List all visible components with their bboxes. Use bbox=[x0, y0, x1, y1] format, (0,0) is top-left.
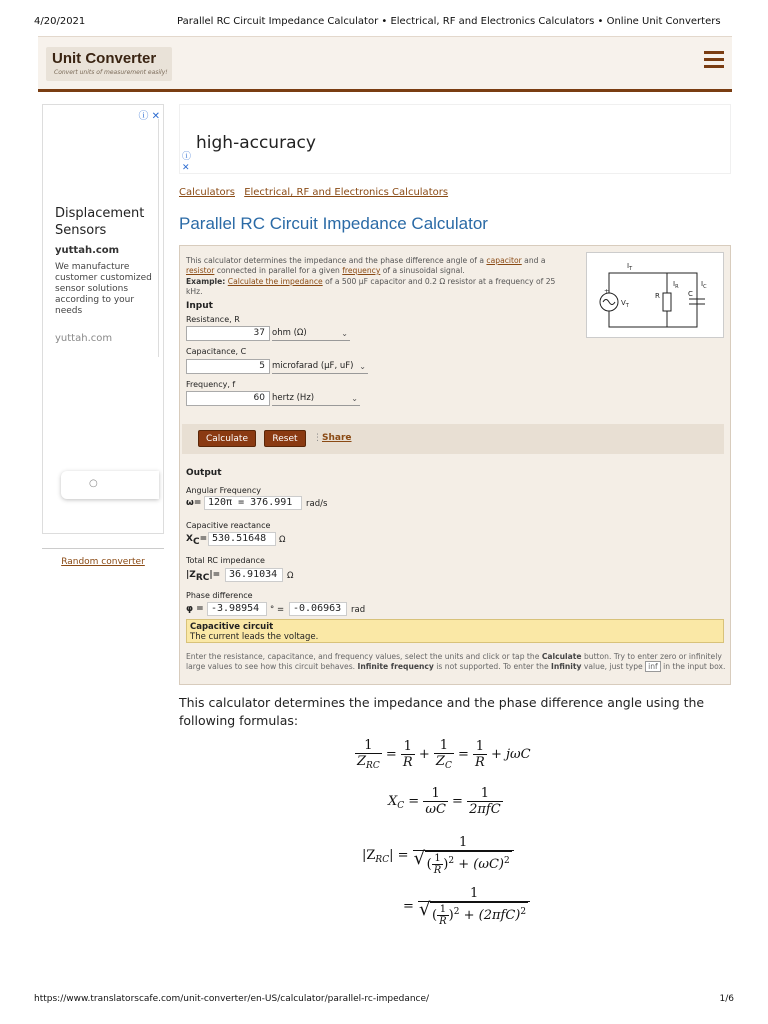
phase-difference-label: Phase difference bbox=[186, 591, 253, 600]
capacitance-unit-select[interactable]: microfarad (µF, uF) ⌄ bbox=[272, 359, 368, 374]
calculator-panel bbox=[179, 245, 731, 685]
ad-open-icon: ○ bbox=[89, 478, 98, 489]
site-logo[interactable] bbox=[46, 47, 172, 81]
calculator-intro: This calculator determines the impedance and the phase difference angle of a capacitor and a resistor connected in parallel for a given frequency of a sinusoidal signal. bbox=[186, 256, 546, 275]
breadcrumb-calculators[interactable]: Calculators bbox=[179, 187, 235, 198]
note-text: The current leads the voltage. bbox=[190, 632, 319, 642]
formula-impedance-1: $|Z_{RC}|$ = 1 √ ( $\frac{1}{R}$ )$^2 + (\omega C)^2$ bbox=[362, 835, 514, 876]
print-header bbox=[34, 16, 734, 30]
page-title: Parallel RC Circuit Impedance Calculator bbox=[179, 214, 488, 233]
site-header bbox=[38, 36, 732, 92]
top-ad[interactable] bbox=[179, 104, 731, 174]
ad-info-icon[interactable]: ⓘ bbox=[182, 152, 192, 162]
print-footer bbox=[34, 994, 734, 1006]
svg-text:IR: $I_R$ bbox=[673, 280, 679, 290]
svg-text:IC: $I_C$ bbox=[701, 280, 707, 290]
total-impedance-label: Total RC impedance bbox=[186, 556, 265, 565]
ad-close-icon[interactable]: ✕ bbox=[182, 163, 190, 173]
frequency-input[interactable]: 60 bbox=[186, 391, 270, 406]
formula-reactance: $X_C$ = $\frac{1}{\omega C}$ = $\frac{1}{\text{2πfC}}$ bbox=[388, 786, 501, 817]
ad-domain-secondary: yuttah.com bbox=[55, 333, 113, 344]
chevron-down-icon: ⌄ bbox=[341, 329, 348, 338]
top-ad-text[interactable]: high-accuracy bbox=[196, 133, 316, 153]
breadcrumb bbox=[179, 187, 454, 198]
capacitive-reactance-value: 530.51648 bbox=[208, 532, 276, 546]
svg-text:VT: $V_T$ bbox=[621, 299, 629, 309]
svg-text:R: R bbox=[655, 292, 660, 300]
phase-degrees-unit: ° = bbox=[270, 605, 285, 615]
breadcrumb-electrical[interactable]: Electrical, RF and Electronics Calculators bbox=[244, 187, 449, 198]
output-heading: Output bbox=[186, 468, 222, 478]
calculate-button[interactable]: Calculate bbox=[198, 430, 256, 447]
capacitance-input[interactable]: 5 bbox=[186, 359, 270, 374]
phase-symbol: φ = bbox=[186, 604, 204, 614]
reset-button[interactable]: Reset bbox=[264, 430, 306, 447]
calculator-example: Example: Calculate the impedance of a 500 µF capacitor and 0.2 Ω resistor at a frequency of 25 kHz. bbox=[186, 277, 556, 296]
chevron-down-icon: ⌄ bbox=[351, 394, 358, 403]
ad-open-button[interactable] bbox=[61, 471, 159, 499]
print-page-number: 1/6 bbox=[719, 994, 734, 1004]
frequency-unit-select[interactable]: hertz (Hz) ⌄ bbox=[272, 391, 360, 406]
circuit-note bbox=[186, 619, 724, 643]
share-separator: ⋮ bbox=[313, 433, 322, 443]
ad-domain: yuttah.com bbox=[55, 245, 120, 256]
logo-tagline: Convert units of measurement easily! bbox=[54, 69, 168, 76]
inf-keyword: inf bbox=[645, 661, 661, 672]
capacitive-reactance-label: Capacitive reactance bbox=[186, 521, 271, 530]
ad-info-close-icon[interactable]: ⓘ ✕ bbox=[138, 111, 160, 122]
ad-title[interactable]: Displacement Sensors bbox=[55, 206, 145, 238]
frequency-label: Frequency, f bbox=[186, 380, 236, 389]
xc-symbol: XC= bbox=[186, 534, 208, 547]
left-separator bbox=[42, 548, 164, 549]
z-unit: Ω bbox=[287, 571, 294, 581]
example-link[interactable]: Calculate the impedance bbox=[227, 277, 323, 286]
total-impedance-value: 36.91034 bbox=[225, 568, 283, 582]
resistance-label: Resistance, R bbox=[186, 315, 240, 324]
z-symbol: |ZRC|= bbox=[186, 570, 221, 583]
input-heading: Input bbox=[186, 301, 213, 311]
random-converter-link[interactable]: Random converter bbox=[61, 557, 145, 567]
angular-frequency-value: 120π = 376.991 bbox=[204, 496, 302, 510]
print-doc-title: Parallel RC Circuit Impedance Calculator • Electrical, RF and Electronics Calculators • Online Unit Converters bbox=[177, 16, 721, 27]
capacitor-link[interactable]: capacitor bbox=[486, 256, 522, 265]
angular-symbol: ω= bbox=[186, 498, 202, 508]
xc-unit: Ω bbox=[279, 535, 286, 545]
frequency-link[interactable]: frequency bbox=[342, 266, 381, 275]
share-link[interactable]: Share bbox=[322, 433, 352, 443]
resistor-link[interactable]: resistor bbox=[186, 266, 215, 275]
note-title: Capacitive circuit bbox=[190, 622, 274, 632]
phase-degrees-value: -3.98954 bbox=[207, 602, 267, 616]
print-url: https://www.translatorscafe.com/unit-converter/en-US/calculator/parallel-rc-impedance/ bbox=[34, 994, 430, 1004]
logo-name: Unit Converter bbox=[52, 50, 157, 67]
angular-unit: rad/s bbox=[306, 499, 328, 509]
capacitance-label: Capacitance, C bbox=[186, 347, 247, 356]
left-ad[interactable] bbox=[42, 104, 164, 534]
top-ad-marks[interactable] bbox=[182, 152, 191, 174]
circuit-svg bbox=[587, 253, 725, 339]
phase-radians-unit: rad bbox=[351, 605, 366, 615]
formula-impedance-2: = 1 √ ( $\frac{1}{R}$ )$^2 + (2\pi fC)^2$ bbox=[403, 886, 530, 927]
resistance-unit-select[interactable]: ohm (Ω) ⌄ bbox=[272, 326, 350, 341]
description: This calculator determines the impedance and the phase difference angle using the following formulas: bbox=[179, 695, 705, 728]
ad-body: We manufacture customer customized sensor solutions according to your needs bbox=[55, 262, 152, 316]
svg-text:IT: $I_T$ bbox=[627, 262, 633, 272]
svg-text:C: C bbox=[688, 290, 693, 298]
angular-frequency-label: Angular Frequency bbox=[186, 486, 261, 495]
print-date: 4/20/2021 bbox=[34, 16, 86, 27]
phase-radians-value: -0.06963 bbox=[289, 602, 347, 616]
resistance-input[interactable]: 37 bbox=[186, 326, 270, 341]
formula-admittance: $\frac{1}{Z_{RC}}$ = $\frac{1}{R}$ + $\frac{1}{Z_C}$ = $\frac{1}{R}$ + jωC bbox=[357, 738, 531, 771]
button-bar bbox=[182, 424, 724, 454]
circuit-diagram bbox=[586, 252, 724, 338]
svg-text:+: + bbox=[604, 288, 610, 295]
chevron-down-icon: ⌄ bbox=[359, 362, 366, 371]
help-text: Enter the resistance, capacitance, and frequency values, select the units and click or tap the Calculate button. Try to enter zero or infinitely large values to see how this circuit behaves. Infinite frequency is not supported. To enter the Infinity value, just type inf in the input box. bbox=[186, 652, 726, 671]
hamburger-menu-icon[interactable] bbox=[704, 51, 724, 67]
